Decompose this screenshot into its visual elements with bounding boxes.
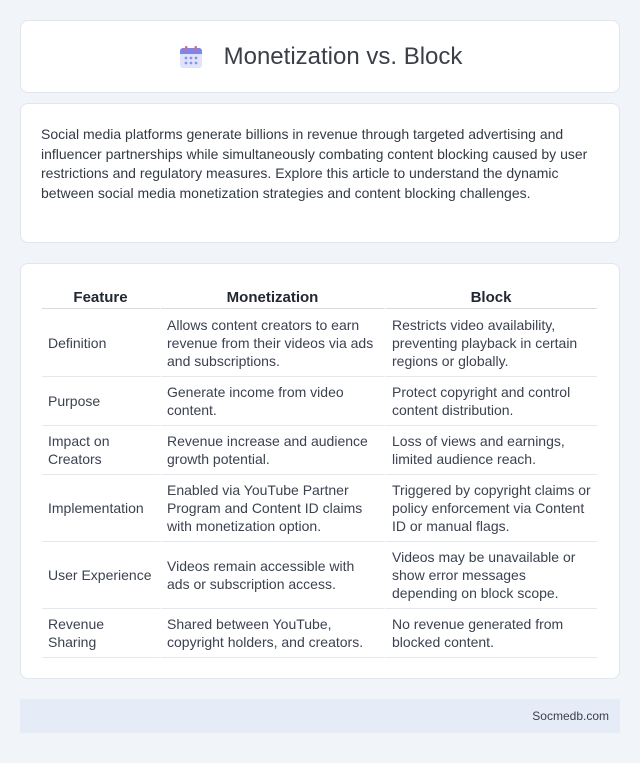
block-cell: Loss of views and earnings, limited audience reach. — [386, 426, 598, 475]
monetization-cell: Allows content creators to earn revenue from their videos via ads and subscriptions. — [161, 309, 386, 377]
header-block: Block — [386, 284, 598, 309]
table-row — [42, 309, 598, 377]
comparison-table — [42, 284, 598, 658]
monetization-cell: Shared between YouTube, copyright holders, and creators. — [161, 609, 386, 658]
calendar-icon — [178, 44, 204, 70]
feature-cell: Revenue Sharing — [42, 609, 161, 658]
feature-cell: Definition — [42, 309, 161, 377]
monetization-cell: Revenue increase and audience growth potential. — [161, 426, 386, 475]
intro-paragraph: Social media platforms generate billions in revenue through targeted advertising and influencer partnerships while simultaneously combating content blocking caused by user restrictions and regulatory measures. Explore this article to understand the dynamic between social media monetization strategies and content blocking challenges. — [41, 126, 588, 201]
title-wrap — [178, 43, 463, 71]
feature-cell: Impact on Creators — [42, 426, 161, 475]
intro-card — [20, 103, 620, 243]
monetization-cell: Generate income from video content. — [161, 377, 386, 426]
table-row — [42, 426, 598, 475]
block-cell: Protect copyright and control content distribution. — [386, 377, 598, 426]
block-cell: Triggered by copyright claims or policy enforcement via Content ID or manual flags. — [386, 475, 598, 542]
header-card — [20, 20, 620, 93]
table-row — [42, 609, 598, 658]
footer-site-link[interactable]: Socmedb.com — [532, 709, 609, 723]
header-feature: Feature — [42, 284, 161, 309]
table-header-row — [42, 284, 598, 309]
footer-bar — [20, 699, 620, 733]
table-row — [42, 542, 598, 609]
feature-cell: Implementation — [42, 475, 161, 542]
block-cell: No revenue generated from blocked content. — [386, 609, 598, 658]
monetization-cell: Videos remain accessible with ads or subscription access. — [161, 542, 386, 609]
header-monetization: Monetization — [161, 284, 386, 309]
feature-cell: User Experience — [42, 542, 161, 609]
block-cell: Videos may be unavailable or show error messages depending on block scope. — [386, 542, 598, 609]
monetization-cell: Enabled via YouTube Partner Program and Content ID claims with monetization option. — [161, 475, 386, 542]
table-row — [42, 475, 598, 542]
table-row — [42, 377, 598, 426]
comparison-card — [20, 263, 620, 679]
block-cell: Restricts video availability, preventing playback in certain regions or globally. — [386, 309, 598, 377]
feature-cell: Purpose — [42, 377, 161, 426]
page-title: Monetization vs. Block — [223, 42, 463, 70]
